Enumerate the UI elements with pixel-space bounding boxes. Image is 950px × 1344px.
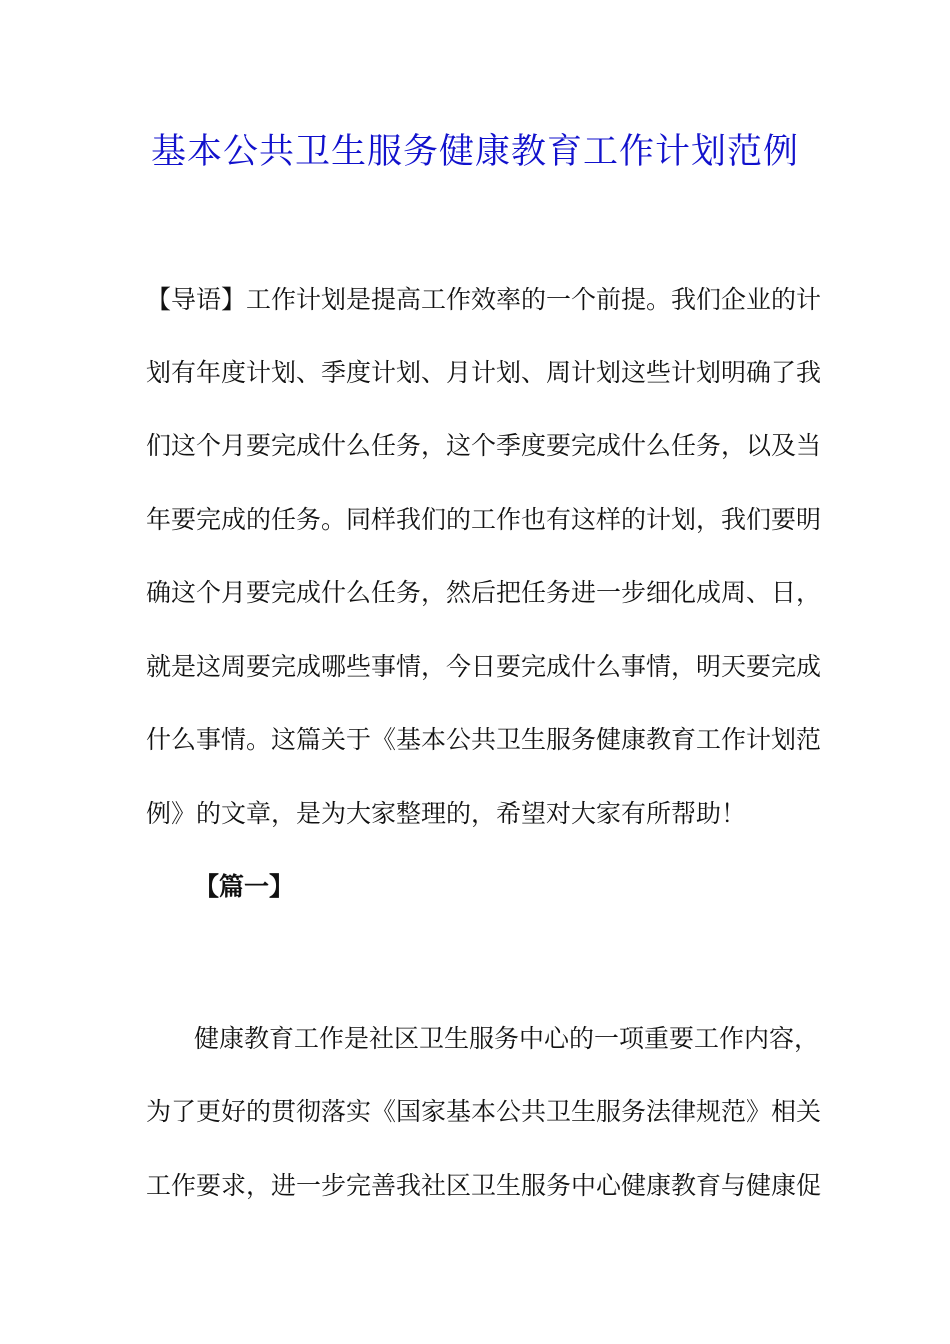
body-line: 为了更好的贯彻落实《国家基本公共卫生服务法律规范》相关: [146, 1097, 822, 1126]
intro-line: 【导语】工作计划是提高工作效率的一个前提。我们企业的计: [146, 285, 822, 314]
body-line: 健康教育工作是社区卫生服务中心的一项重要工作内容，: [194, 1024, 820, 1053]
intro-line: 们这个月要完成什么任务，这个季度要完成什么任务，以及当: [146, 431, 822, 460]
intro-line: 什么事情。这篇关于《基本公共卫生服务健康教育工作计划范: [146, 725, 822, 754]
section-heading: 【篇一】: [194, 872, 295, 901]
intro-line: 划有年度计划、季度计划、月计划、周计划这些计划明确了我: [146, 358, 822, 387]
intro-line: 确这个月要完成什么任务，然后把任务进一步细化成周、日，: [146, 578, 822, 607]
intro-line: 年要完成的任务。同样我们的工作也有这样的计划，我们要明: [146, 505, 822, 534]
body-line: 工作要求，进一步完善我社区卫生服务中心健康教育与健康促: [146, 1171, 822, 1200]
intro-line: 例》的文章，是为大家整理的，希望对大家有所帮助！: [146, 799, 747, 828]
document-title: 基本公共卫生服务健康教育工作计划范例: [150, 132, 799, 172]
intro-line: 就是这周要完成哪些事情，今日要完成什么事情，明天要完成: [146, 652, 822, 681]
